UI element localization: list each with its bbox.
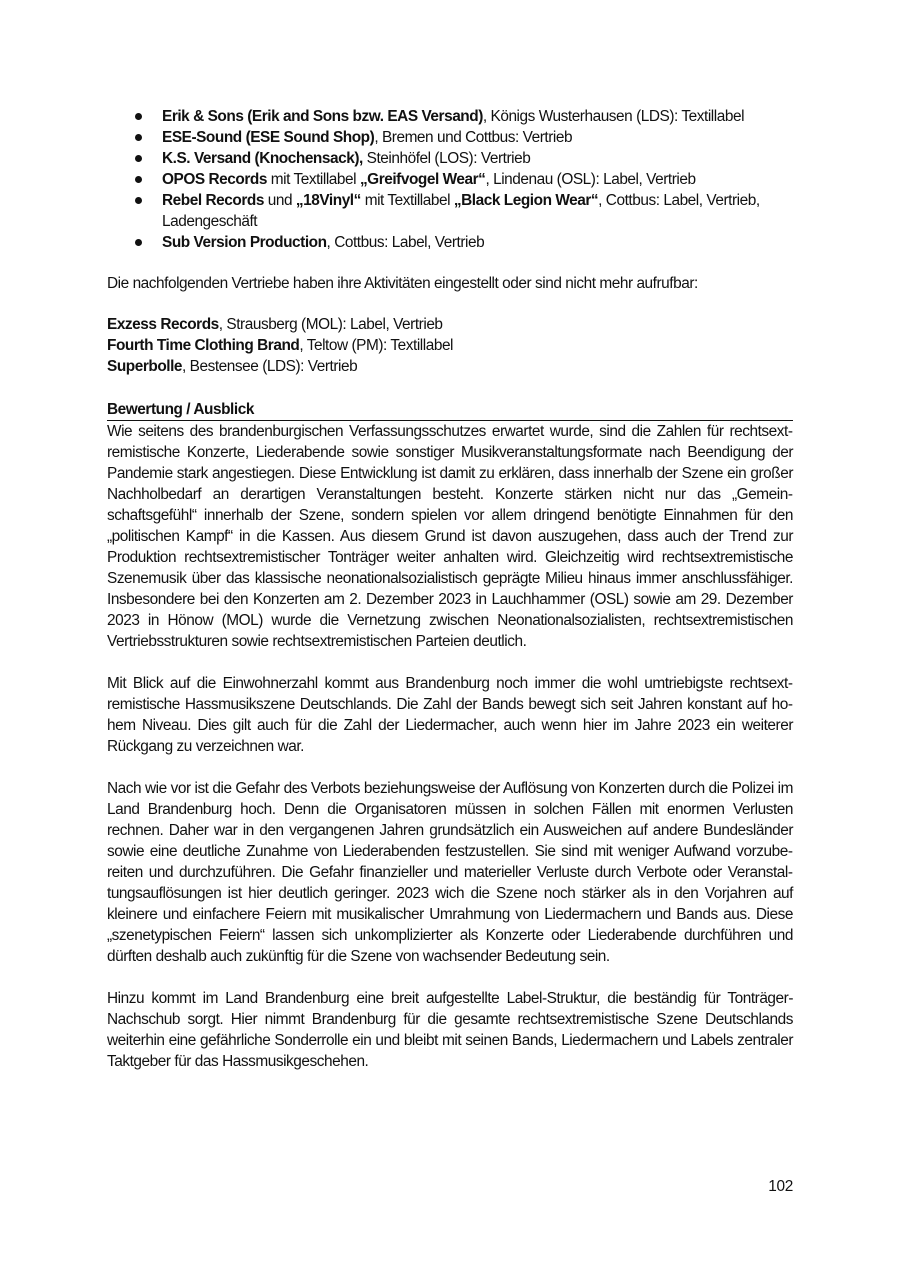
item-name: K.S. Versand (Knochensack), — [162, 150, 363, 167]
body-paragraph: Mit Blick auf die Einwohnerzahl kommt aus Brandenburg noch immer die wohl umtriebigste rechtsextremistische Hassmusikszene Deutschlands. Die Zahl der Bands bewegt sich seit Jahren konstant auf hohem Niveau. Dies gilt auch für die Zahl der Liedermacher, auch wenn hier im Jahre 2023 ein weiterer Rückgang zu verzeichnen war. — [107, 675, 793, 755]
item-detail: , Bestensee (LDS): Vertrieb — [182, 358, 358, 375]
body-paragraph: Hinzu kommt im Land Brandenburg eine breit aufgestellte Label-Struktur, die beständig für Tonträger-Nachschub sorgt. Hier nimmt Brandenburg für die gesamte rechtsextremistische Szene Deutschlands weiterhin eine gefährliche Sonderrolle ein und bleibt mit seinen Bands, Liedermachern und Labels zentraler Taktgeber für das Hassmusikgeschehen. — [107, 990, 793, 1070]
item-detail: Steinhöfel (LOS): Vertrieb — [362, 150, 531, 167]
item-textile-label: „Greifvogel Wear“ — [359, 171, 486, 188]
bullet-icon — [135, 113, 142, 120]
bullet-icon — [135, 197, 142, 204]
list-item — [107, 314, 793, 335]
document-page — [107, 106, 793, 1072]
list-item — [107, 148, 793, 169]
item-name: Fourth Time Clothing Brand — [107, 337, 300, 354]
page-number: 102 — [768, 1178, 793, 1195]
item-detail: , Teltow (PM): Textillabel — [299, 337, 454, 354]
item-detail: , Strausberg (MOL): Label, Vertrieb — [218, 316, 443, 333]
list-item — [107, 190, 793, 232]
item-detail: , Bremen und Cottbus: Vertrieb — [374, 129, 573, 146]
list-item — [107, 106, 793, 127]
item-name: Sub Version Production — [162, 234, 327, 251]
item-name: Exzess Records — [107, 316, 219, 333]
item-detail: , Königs Wusterhausen (LDS): Textillabel — [482, 108, 745, 125]
bullet-icon — [135, 176, 142, 183]
item-name: Rebel Records — [162, 192, 264, 209]
list-item — [107, 335, 793, 356]
item-detail: , Cottbus: Label, Vertrieb — [326, 234, 485, 251]
item-detail: , Lindenau (OSL): Label, Vertrieb — [485, 171, 696, 188]
list-item — [107, 127, 793, 148]
distributor-bullet-list — [107, 106, 793, 253]
bullet-icon — [135, 134, 142, 141]
item-textile-label: „Black Legion Wear“ — [453, 192, 599, 209]
bullet-icon — [135, 239, 142, 246]
bullet-icon — [135, 155, 142, 162]
item-connector: mit Textillabel — [360, 192, 454, 209]
item-connector: und — [263, 192, 296, 209]
item-connector: mit Textillabel — [266, 171, 360, 188]
list-item — [107, 232, 793, 253]
body-paragraph: Wie seitens des brandenburgischen Verfassungsschutzes erwartet wurde, sind die Zahlen für rechtsextremistische Konzerte, Liederabende sowie sonstiger Musikveranstaltungsformate nach Beendigung der Pandemie stark angestiegen. Diese Entwicklung ist damit zu erklären, dass innerhalb der Szene ein großer Nachholbedarf an derartigen Veranstaltungen besteht. Konzerte stärken nicht nur das „Gemeinschaftsgefühl“ innerhalb der Szene, sondern spielen vor allem dringend benötigte Einnahmen für den „politischen Kampf“ in die Kassen. Aus diesem Grund ist davon auszugehen, dass auch der Trend zur Produktion rechtsextremistischer Tonträger weiter anhalten wird. Gleichzeitig wird rechtsextremistische Szenemusik über das klassische neonationalsozialistisch geprägte Milieu hinaus immer anschlussfähiger. Insbesondere bei den Konzerten am 2. Dezember 2023 in Lauchhammer (OSL) sowie am 29. Dezember 2023 in Hönow (MOL) wurde die Vernetzung zwischen Neonationalsozialisten, rechtsextremistischen Vertriebsstrukturen sowie rechtsextremistischen Parteien deutlich. — [107, 423, 793, 650]
item-name: Erik & Sons (Erik and Sons bzw. EAS Versand) — [162, 108, 483, 125]
section-heading: Bewertung / Ausblick — [107, 399, 793, 421]
item-name: OPOS Records — [162, 171, 267, 188]
item-name: Superbolle — [107, 358, 183, 375]
discontinued-list — [107, 314, 793, 377]
item-sublabel: „18Vinyl“ — [295, 192, 361, 209]
item-detail: , Cottbus: Label, Vertrieb, Ladengeschäft — [162, 192, 760, 230]
list-item — [107, 356, 793, 377]
discontinued-intro: Die nachfolgenden Vertriebe haben ihre Aktivitäten eingestellt oder sind nicht mehr aufrufbar: — [107, 275, 698, 292]
item-name: ESE-Sound (ESE Sound Shop) — [162, 129, 375, 146]
list-item — [107, 169, 793, 190]
body-paragraph: Nach wie vor ist die Gefahr des Verbots beziehungsweise der Auflösung von Konzerten durch die Polizei im Land Brandenburg hoch. Denn die Organisatoren müssen in solchen Fällen mit enormen Verlusten rechnen. Daher war in den vergangenen Jahren grundsätzlich ein Ausweichen auf andere Bundesländer sowie eine deutliche Zunahme von Liederabenden festzustellen. Sie sind mit weniger Aufwand vorzubereiten und durchzuführen. Die Gefahr finanzieller und materieller Verluste durch Verbote oder Veranstaltungsauflösungen ist hier deutlich geringer. 2023 wich die Szene noch stärker als in den Vorjahren auf kleinere und einfachere Feiern mit musikalischer Umrahmung von Liedermachern und Bands aus. Diese „szenetypischen Feiern“ lassen sich unkomplizierter als Konzerte oder Liederabende durchführen und dürften deshalb auch zukünftig für die Szene von wachsender Bedeutung sein. — [107, 780, 793, 965]
